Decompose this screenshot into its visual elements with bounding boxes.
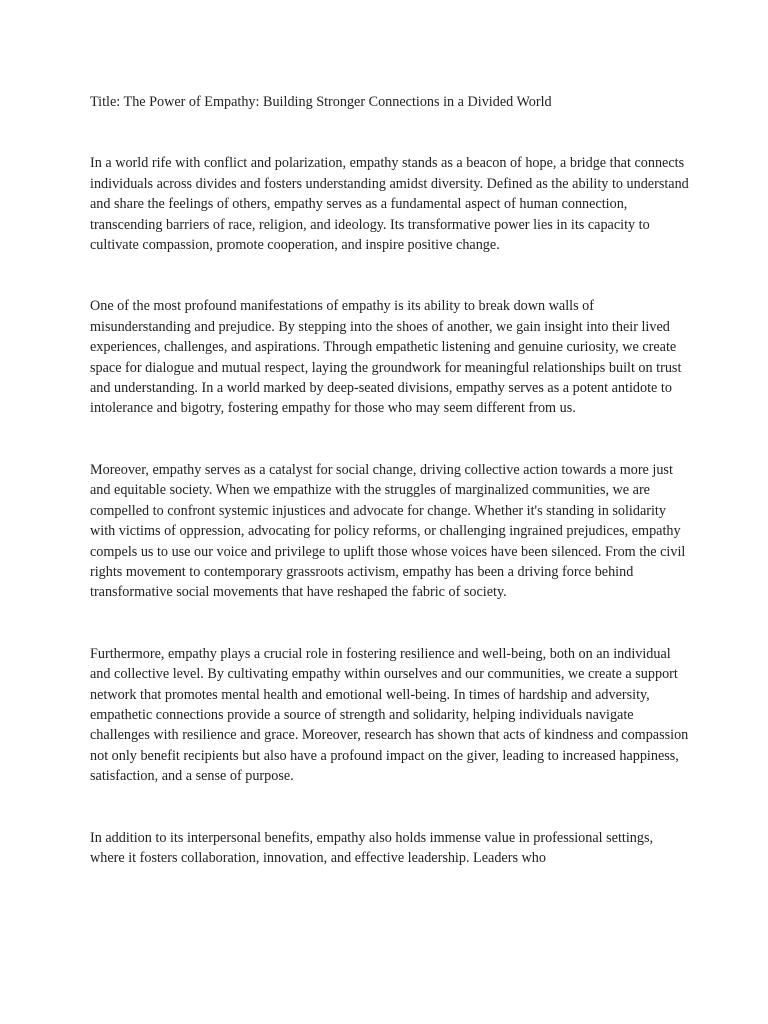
paragraph-2: One of the most profound manifestations of empathy is its ability to break down walls of misunderstanding and prejudice. By stepping into the shoes of another, we gain insight into their lived experiences, challenges, and aspirations. Through empathetic listening and genuine curiosity, we create space for dialogue and mutual respect, laying the groundwork for meaningful relationships built on trust and understanding. In a world marked by deep-seated divisions, empathy serves as a potent antidote to intolerance and bigotry, fostering empathy for those who may seem different from us.: [90, 298, 682, 417]
paragraph-3: Moreover, empathy serves as a catalyst for social change, driving collective action towards a more just and equitable society. When we empathize with the struggles of marginalized communities, we are compelled to confront systemic injustices and advocate for change. Whether it's standing in solidarity with victims of oppression, advocating for policy reforms, or challenging ingrained prejudices, empathy compels us to use our voice and privilege to uplift those whose voices have been silenced. From the civil rights movement to contemporary grassroots activism, empathy has been a driving force behind transformative social movements that have reshaped the fabric of society.: [90, 461, 686, 601]
paragraph-5: In addition to its interpersonal benefits, empathy also holds immense value in professional settings, where it fosters collaboration, innovation, and effective leadership. Leaders who: [90, 829, 654, 866]
paragraph-4: Furthermore, empathy plays a crucial role in fostering resilience and well-being, both on an individual and collective level. By cultivating empathy within ourselves and our communities, we create a support network that promotes mental health and emotional well-being. In times of hardship and adversity, empathetic connections provide a source of strength and solidarity, helping individuals navigate challenges with resilience and grace. Moreover, research has shown that acts of kindness and compassion not only benefit recipients but also have a profound impact on the giver, leading to increased happiness, satisfaction, and a sense of purpose.: [90, 645, 689, 785]
paragraph-1: In a world rife with conflict and polarization, empathy stands as a beacon of hope, a bridge that connects individuals across divides and fosters understanding amidst diversity. Defined as the ability to understand and share the feelings of others, empathy serves as a fundamental aspect of human connection, transcending barriers of race, religion, and ideology. Its transformative power lies in its capacity to cultivate compassion, promote cooperation, and inspire positive change.: [90, 155, 689, 254]
document-page: [90, 92, 690, 868]
document-title: Title: The Power of Empathy: Building Stronger Connections in a Divided World: [90, 94, 552, 110]
